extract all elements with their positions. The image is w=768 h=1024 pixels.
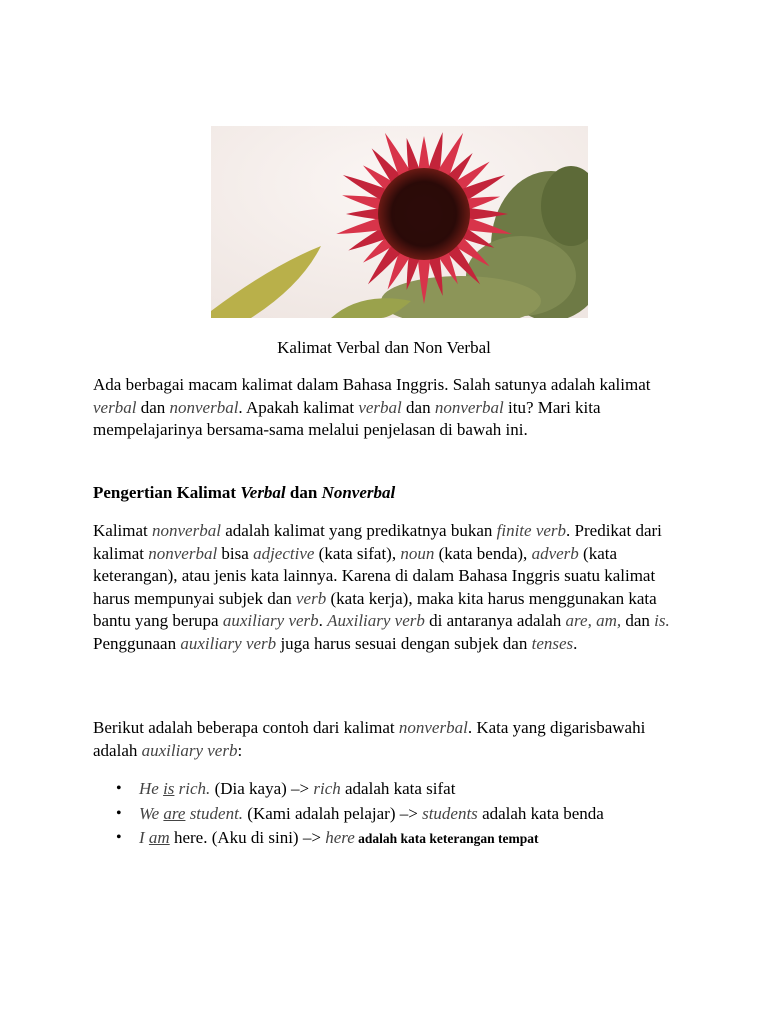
- page-title: Kalimat Verbal dan Non Verbal: [277, 338, 491, 357]
- intro-paragraph: Ada berbagai macam kalimat dalam Bahasa Inggris. Salah satunya adalah kalimat verbal dan nonverbal. Apakah kalimat verbal dan nonverbal itu? Mari kita mempelajarinya bersama-sama melalui penjelasan di bawah ini.: [93, 375, 651, 439]
- sunflower-image: [211, 126, 588, 318]
- definition-paragraph: Kalimat nonverbal adalah kalimat yang predikatnya bukan finite verb. Predikat dari kalimat nonverbal bisa adjective (kata sifat), noun (kata benda), adverb (kata keterangan), atau jenis kata lainnya. Karena di dalam Bahasa Inggris suatu kalimat harus mempunyai subjek dan verb (kata kerja), maka kita harus menggunakan kata bantu yang berupa auxiliary verb. Auxiliary verb di antaranya adalah are, am, dan is. Penggunaan auxiliary verb juga harus sesuai dengan subjek dan tenses.: [93, 521, 670, 653]
- list-item: • He is rich. (Dia kaya) –> rich adalah kata sifat: [139, 778, 724, 801]
- list-item: • We are student. (Kami adalah pelajar) –> students adalah kata benda: [139, 803, 724, 826]
- sunflower-illustration: [211, 126, 588, 318]
- examples-list: [93, 778, 724, 853]
- list-item: • I am here. (Aku di sini) –> here adalah kata keterangan tempat: [139, 827, 724, 851]
- section-heading: Pengertian Kalimat Verbal dan Nonverbal: [93, 483, 396, 502]
- examples-intro: Berikut adalah beberapa contoh dari kalimat nonverbal. Kata yang digarisbawahi adalah auxiliary verb:: [93, 718, 646, 760]
